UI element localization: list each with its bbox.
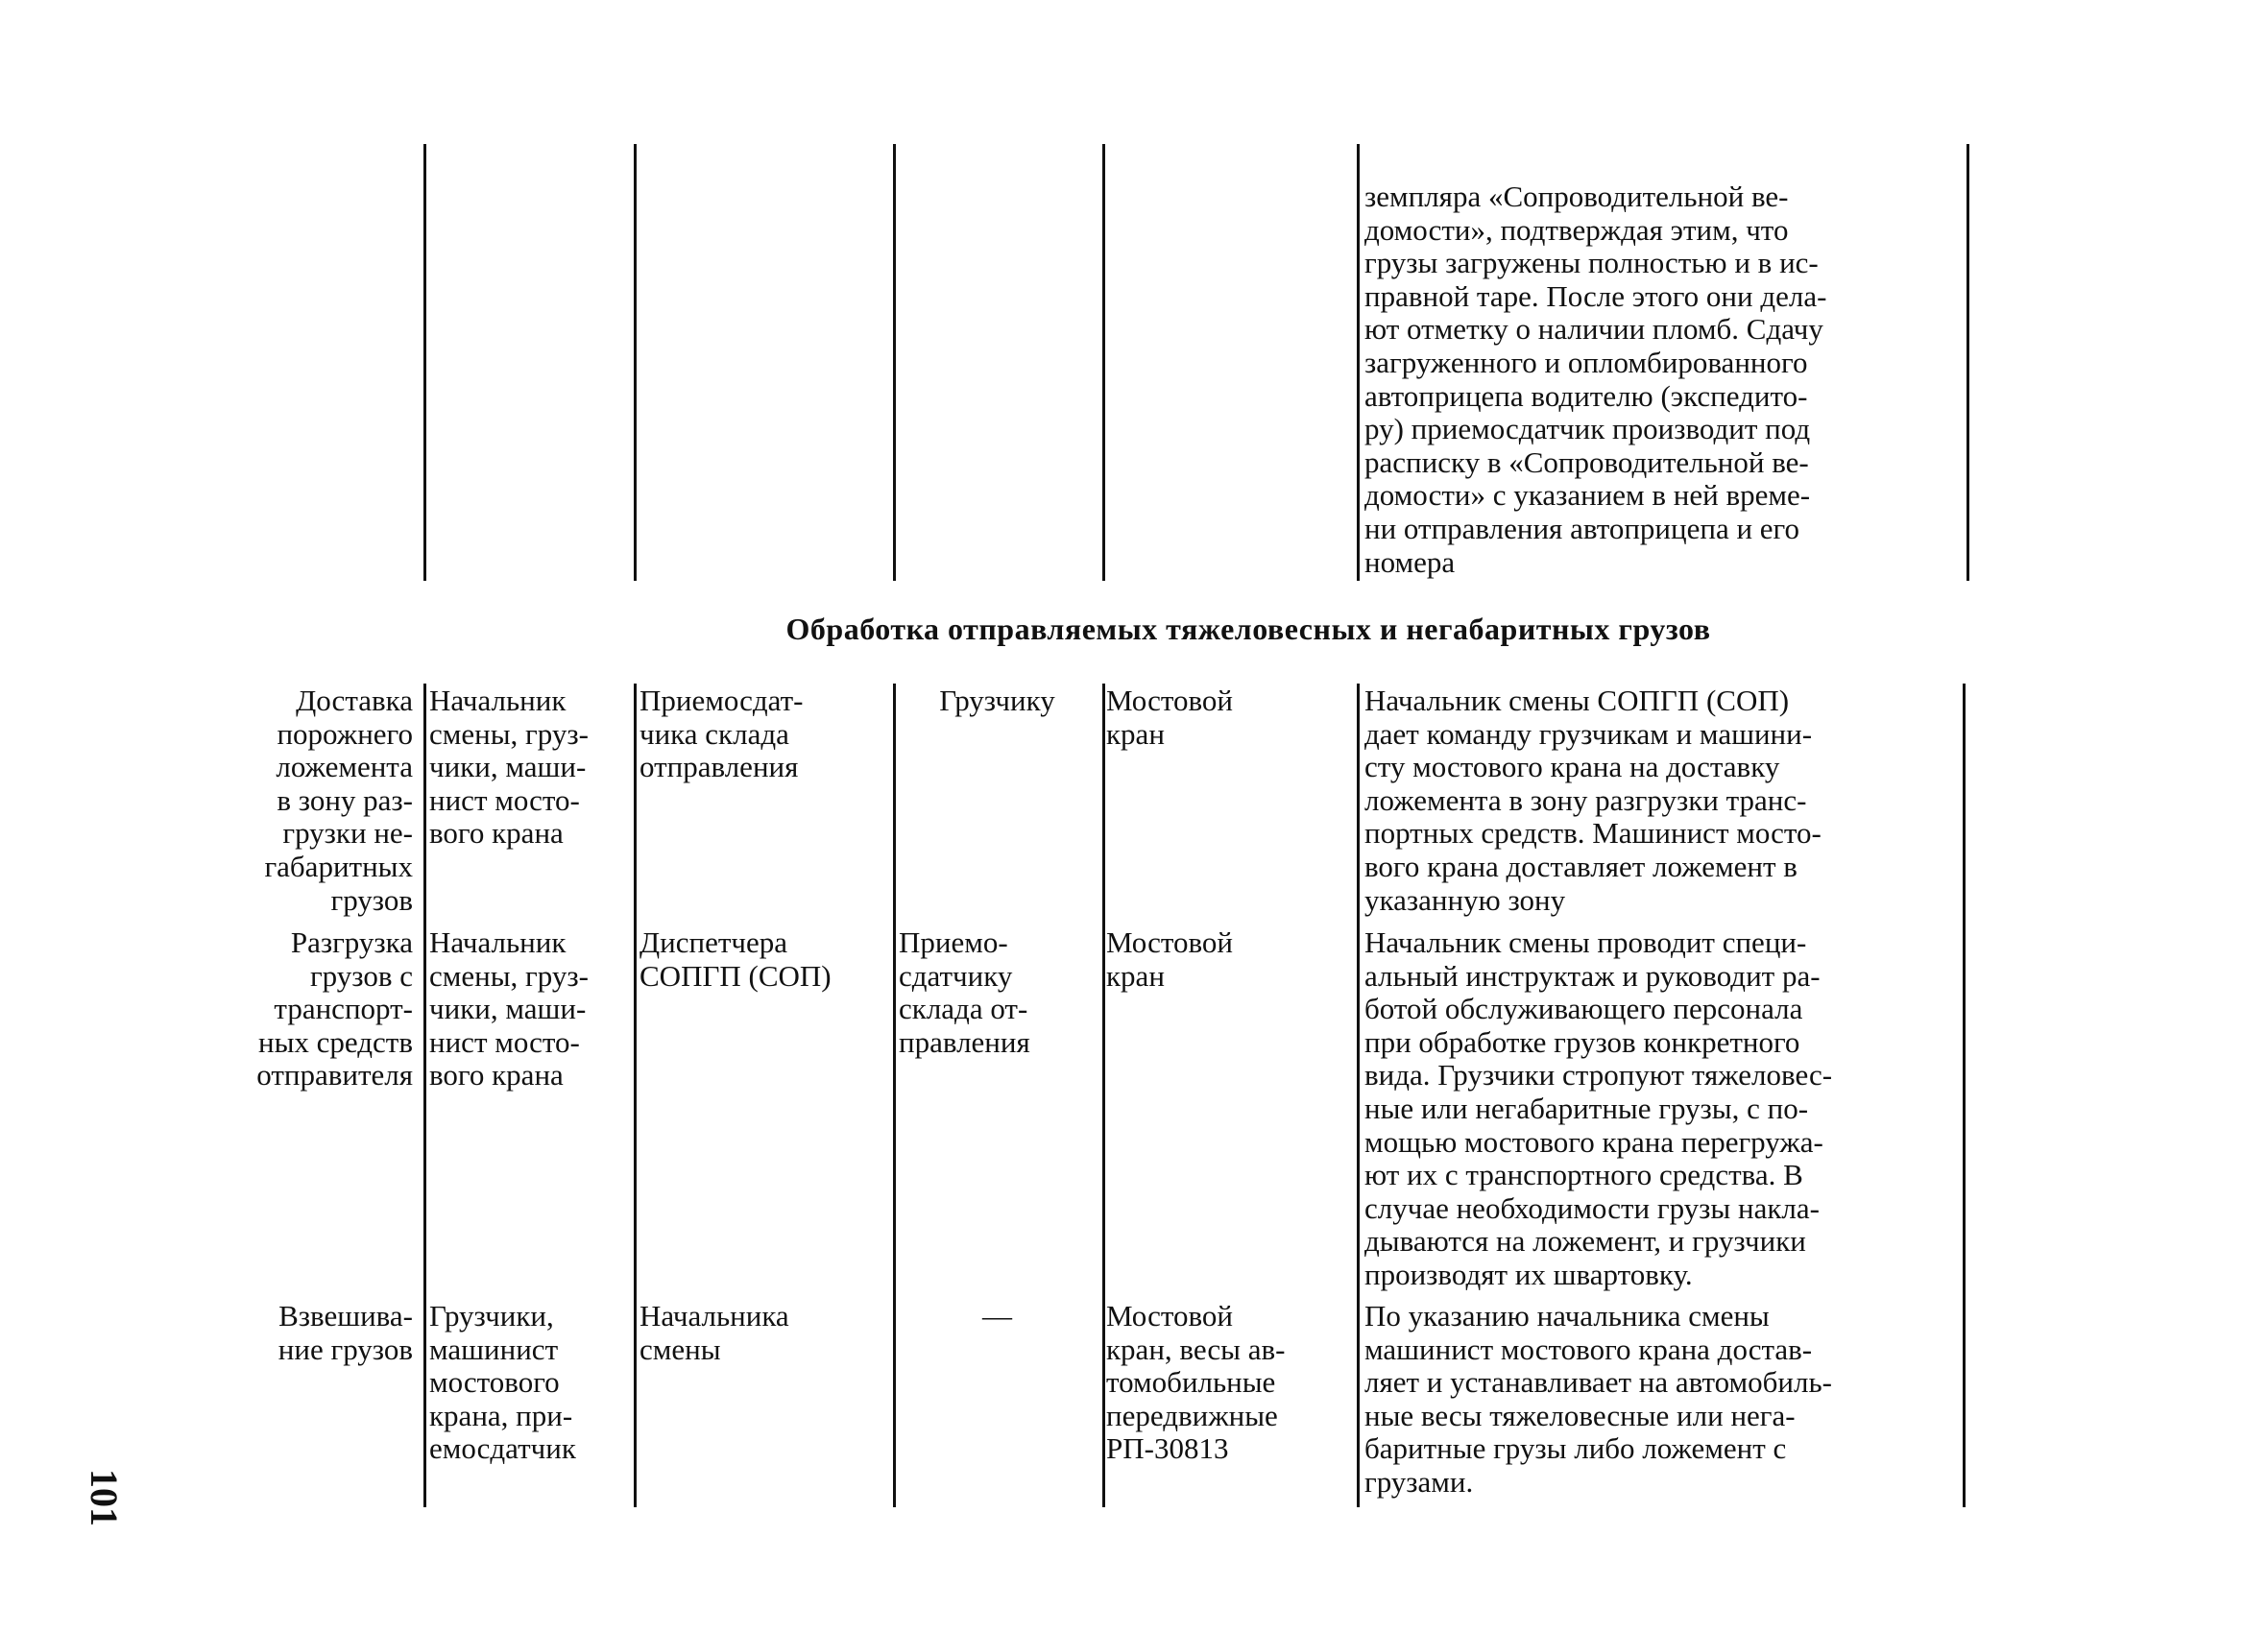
table-row-3-equipment: Мостовой кран, весы ав- томобильные передвижные РП-30813 — [1106, 1299, 1286, 1466]
table-row-3-operation: Взвешива- ние грузов — [277, 1299, 413, 1366]
main-column-rule-1 — [423, 684, 426, 1507]
top-column-rule-1 — [423, 144, 426, 581]
section-title: Обработка отправляемых тяжеловесных и негабаритных грузов — [785, 612, 1711, 646]
top-column-rule-5 — [1357, 144, 1360, 581]
top-column-rule-3 — [893, 144, 896, 581]
top-continuation-description: земпляра «Сопроводительной ве- домости», подтверждая этим, что грузы загружены полностью и в ис- правной таре. После этого они дела- ют отметку о наличии пломб. Сдачу загруженного и опломбированного автоприцепа водителю (экспедито- ру) приемосдатчик производит под расписку в «Сопроводительной ве- домости» с указанием в ней време- ни отправления автоприцепа и его номера — [1364, 180, 1827, 579]
top-column-rule-2 — [634, 144, 637, 581]
main-column-rule-5 — [1357, 684, 1360, 1507]
table-row-2-equipment: Мостовой кран — [1106, 925, 1233, 993]
table-row-2-description: Начальник смены проводит специ- альный инструктаж и руководит ра- ботой обслуживающего персонала при обработке грузов конкретного вида. Грузчики стропуют тяжеловес- ные или негабаритные грузы, с по- мощью мостового крана перегружа- ют их с транспортного средства. В случае необходимости грузы накла- дываются на ложемент, и грузчики производят их швартовку. — [1364, 925, 1833, 1291]
table-row-2-performer: Начальник смены, груз- чики, маши- нист мосто- вого крана — [429, 925, 589, 1093]
table-row-1-operation: Доставка порожнего ложемента в зону раз- грузки не- габаритных грузов — [264, 684, 413, 917]
table-row-2-from-whom: Диспетчера СОПГП (СОП) — [639, 925, 832, 993]
main-column-rule-3 — [893, 684, 896, 1507]
main-column-rule-2 — [634, 684, 637, 1507]
table-row-1-performer: Начальник смены, груз- чики, маши- нист мосто- вого крана — [429, 684, 589, 851]
table-row-3-description: По указанию начальника смены машинист мостового крана достав- ляет и устанавливает на автомобиль- ные весы тяжеловесные или нега- баритные грузы либо ложемент с грузами. — [1364, 1299, 1832, 1499]
main-column-rule-4 — [1102, 684, 1105, 1507]
page-number: 101 — [83, 1469, 126, 1526]
table-row-1-from-whom: Приемосдат- чика склада отправления — [639, 684, 804, 784]
table-row-2-to-whom: Приемо- сдатчику склада от- правления — [899, 925, 1030, 1059]
table-row-1-description: Начальник смены СОПГП (СОП) дает команду грузчикам и машини- сту мостового крана на доставку ложемента в зону разгрузки транс- портных средств. Машинист мосто- вого крана доставляет ложемент в указанную зону — [1364, 684, 1822, 917]
main-column-rule-6 — [1963, 684, 1966, 1507]
table-row-2-operation: Разгрузка грузов с транспорт- ных средств отправителя — [256, 925, 413, 1093]
table-row-3-performer: Грузчики, машинист мостового крана, при- емосдатчик — [429, 1299, 576, 1466]
table-row-3-from-whom: Начальника смены — [639, 1299, 789, 1366]
table-row-1-to-whom: Грузчику — [939, 684, 1055, 717]
top-column-rule-6 — [1966, 144, 1969, 581]
top-column-rule-4 — [1102, 144, 1105, 581]
table-row-3-to-whom: — — [982, 1299, 1012, 1333]
table-row-1-equipment: Мостовой кран — [1106, 684, 1233, 751]
